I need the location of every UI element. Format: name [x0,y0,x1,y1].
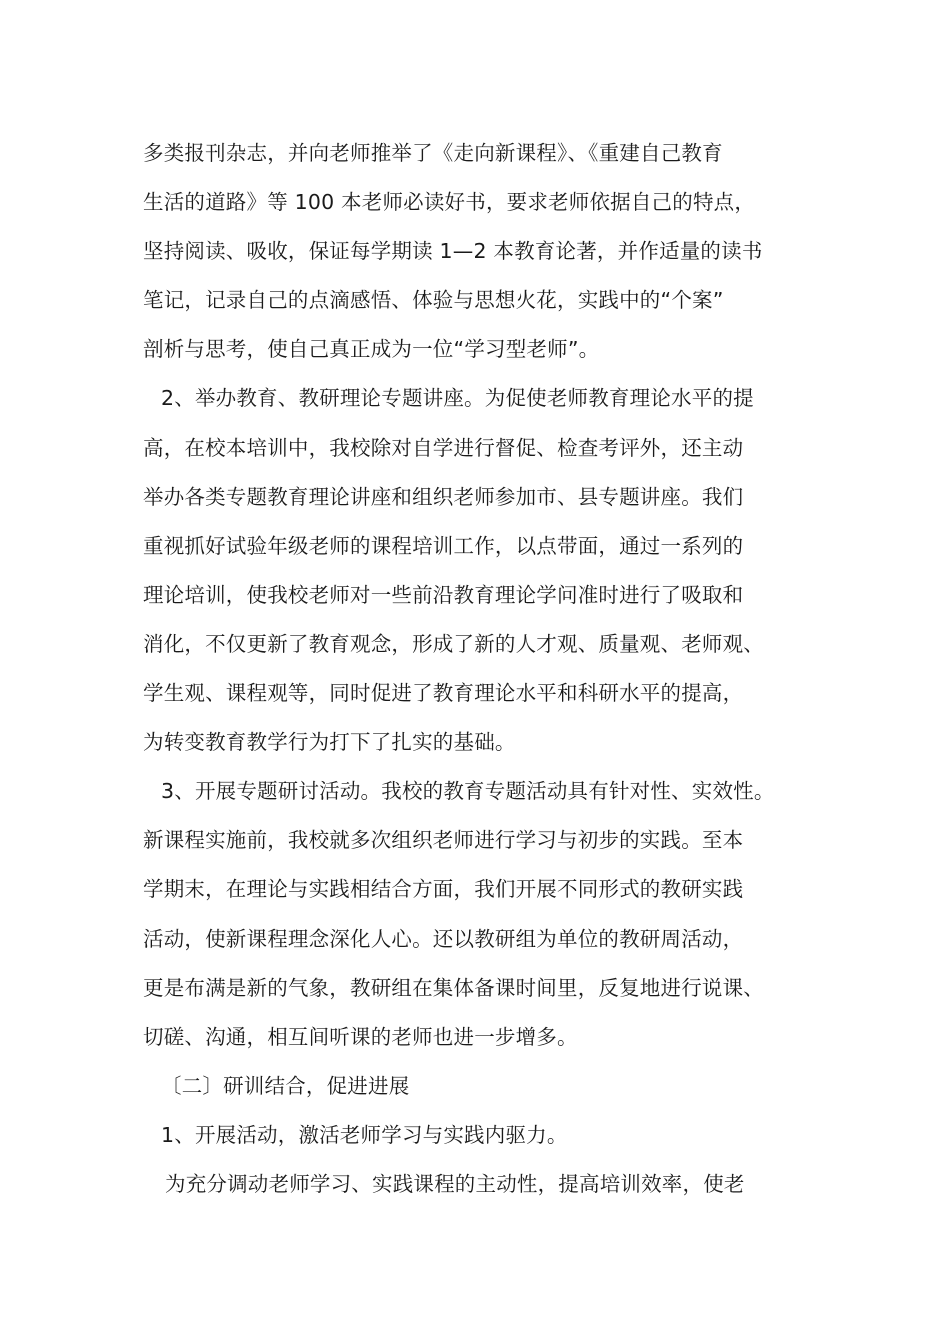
paragraph-start-line: 3、开展专题研讨活动。我校的教育专题活动具有针对性、实效性。 [161,779,775,804]
text-line: 生活的道路》等 100 本老师必读好书，要求老师依据自己的特点， [143,190,756,215]
text-line: 剖析与思考，使自己真正成为一位“学习型老师”。 [143,337,600,362]
text-line: 高，在校本培训中，我校除对自学进行督促、检查考评外，还主动 [143,435,744,460]
text-line: 消化，不仅更新了教育观念，形成了新的人才观、质量观、老师观、 [143,631,764,656]
text-line: 活动，使新课程理念深化人心。还以教研组为单位的教研周活动， [143,926,744,951]
text-line: 学期末，在理论与实践相结合方面，我们开展不同形式的教研实践 [143,877,744,902]
text-line: 笔记，记录自己的点滴感悟、体验与思想火花，实践中的“个案” [143,288,724,313]
text-line: 为转变教育教学行为打下了扎实的基础。 [143,730,516,755]
text-line: 理论培训，使我校老师对一些前沿教育理论学问准时进行了吸取和 [143,582,744,607]
text-line: 举办各类专题教育理论讲座和组织老师参加市、县专题讲座。我们 [143,484,744,509]
text-line: 重视抓好试验年级老师的课程培训工作，以点带面，通过一系列的 [143,533,744,558]
text-line: 切磋、沟通，相互间听课的老师也进一步增多。 [143,1024,578,1049]
text-line: 坚持阅读、吸收，保证每学期读 1—2 本教育论著，并作适量的读书 [143,239,763,264]
text-line: 多类报刊杂志，并向老师推举了《走向新课程》、《重建自己教育 [143,141,723,165]
body-text [143,129,833,1209]
subsection-heading: 1、开展活动，激活老师学习与实践内驱力。 [161,1122,568,1147]
text-line: 更是布满是新的气象，教研组在集体备课时间里，反复地进行说课、 [143,975,764,1000]
paragraph-start-line: 2、举办教育、教研理论专题讲座。为促使老师教育理论水平的提 [161,386,754,411]
paragraph-start-line: 为充分调动老师学习、实践课程的主动性，提高培训效率，使老 [165,1171,745,1196]
text-line: 新课程实施前，我校就多次组织老师进行学习与初步的实践。至本 [143,828,744,853]
section-heading: 〔二〕研训结合，促进进展 [161,1073,410,1098]
text-line: 学生观、课程观等，同时促进了教育理论水平和科研水平的提高， [143,681,744,706]
